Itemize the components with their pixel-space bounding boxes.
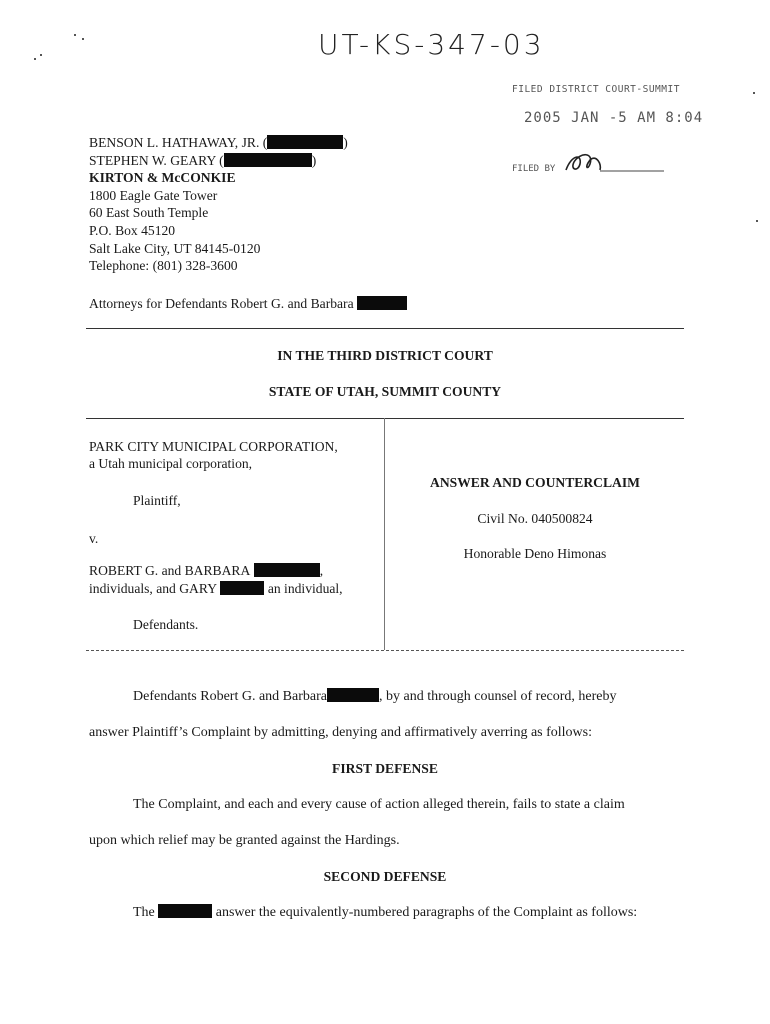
scan-speck — [74, 34, 76, 36]
document-title: ANSWER AND COUNTERCLAIM — [430, 475, 640, 490]
defendants-line-2-end: an individual, — [267, 581, 343, 596]
intro-paragraph-line-1 — [133, 688, 617, 705]
scan-speck — [40, 54, 42, 56]
attorney-line-1 — [89, 134, 348, 152]
second-defense-end: answer the equivalently-numbered paragraphs of the Complaint as follows: — [215, 905, 638, 920]
address-line-4: Salt Lake City, UT 84145-0120 — [89, 240, 261, 256]
attorneys-for-text: Attorneys for Defendants Robert G. and Barbara — [89, 296, 354, 311]
filing-stamp-by: FILED BY — [512, 164, 556, 174]
first-defense-line-1: The Complaint, and each and every cause of action alleged therein, fails to state a claim — [133, 797, 625, 812]
attorney-line-2-end: ) — [311, 152, 317, 168]
court-jurisdiction: STATE OF UTAH, SUMMIT COUNTY — [268, 384, 502, 399]
defendants-names: ROBERT G. and BARBARA — [89, 563, 251, 578]
civil-case-number: Civil No. 040500824 — [477, 511, 593, 526]
court-name: IN THE THIRD DISTRICT COURT — [277, 348, 493, 363]
law-firm-name: KIRTON & McCONKIE — [89, 170, 236, 186]
scan-speck — [82, 38, 84, 40]
handwritten-case-number: UT-KS-347-03 — [318, 28, 545, 61]
clerk-initials-signature — [560, 150, 670, 174]
redaction-bar — [254, 563, 320, 577]
caption-bottom-line — [86, 650, 684, 651]
plaintiff-description: a Utah municipal corporation, — [89, 456, 253, 471]
telephone-line: Telephone: (801) 328-3600 — [89, 258, 238, 274]
defendants-label: Defendants. — [133, 617, 199, 632]
caption-divider — [384, 418, 385, 650]
address-line-1: 1800 Eagle Gate Tower — [89, 187, 218, 203]
defendants-line-1 — [89, 562, 323, 580]
intro-start: Defendants Robert G. and Barbara — [133, 689, 327, 704]
redaction-bar — [357, 296, 407, 310]
defendants-line-2 — [89, 580, 343, 598]
separator-line — [86, 328, 684, 329]
first-defense-heading: FIRST DEFENSE — [332, 761, 438, 776]
defendants-line-2-start: individuals, and GARY — [89, 581, 218, 596]
plaintiff-name: PARK CITY MUNICIPAL CORPORATION, — [89, 439, 338, 454]
filing-stamp-court: FILED DISTRICT COURT-SUMMIT — [512, 84, 680, 95]
caption-top-line — [86, 418, 684, 419]
second-defense-line — [133, 904, 637, 921]
redaction-bar — [327, 688, 379, 702]
first-defense-line-2: upon which relief may be granted against the Hardings. — [89, 833, 400, 848]
redaction-bar — [224, 153, 312, 167]
intro-paragraph-line-2: answer Plaintiff’s Complaint by admitting, denying and affirmatively averring as follows: — [89, 725, 592, 740]
address-line-2: 60 East South Temple — [89, 205, 209, 221]
redaction-bar — [158, 904, 212, 918]
scan-speck — [34, 58, 36, 60]
second-defense-start: The — [133, 905, 155, 920]
attorneys-for-line — [89, 295, 407, 313]
defendants-line-1-end: , — [319, 563, 324, 578]
scan-speck — [753, 92, 755, 94]
intro-end: , by and through counsel of record, hereby — [378, 689, 617, 704]
attorney-line-1-end: ) — [343, 135, 348, 150]
address-line-3: P.O. Box 45120 — [89, 222, 176, 238]
scan-speck — [756, 220, 758, 222]
redaction-bar — [267, 135, 343, 149]
redaction-bar — [220, 581, 264, 595]
attorney-name-geary: STEPHEN W. GEARY ( — [89, 152, 224, 168]
filing-stamp-date: 2005 JAN -5 AM 8:04 — [524, 110, 704, 126]
attorney-block — [89, 134, 348, 275]
plaintiff-label: Plaintiff, — [133, 493, 181, 508]
versus-label: v. — [89, 531, 99, 546]
judge-name: Honorable Deno Himonas — [463, 546, 607, 561]
attorney-name-hathaway: BENSON L. HATHAWAY, JR. ( — [89, 135, 268, 150]
second-defense-heading: SECOND DEFENSE — [323, 869, 447, 884]
attorney-line-2 — [89, 152, 348, 170]
